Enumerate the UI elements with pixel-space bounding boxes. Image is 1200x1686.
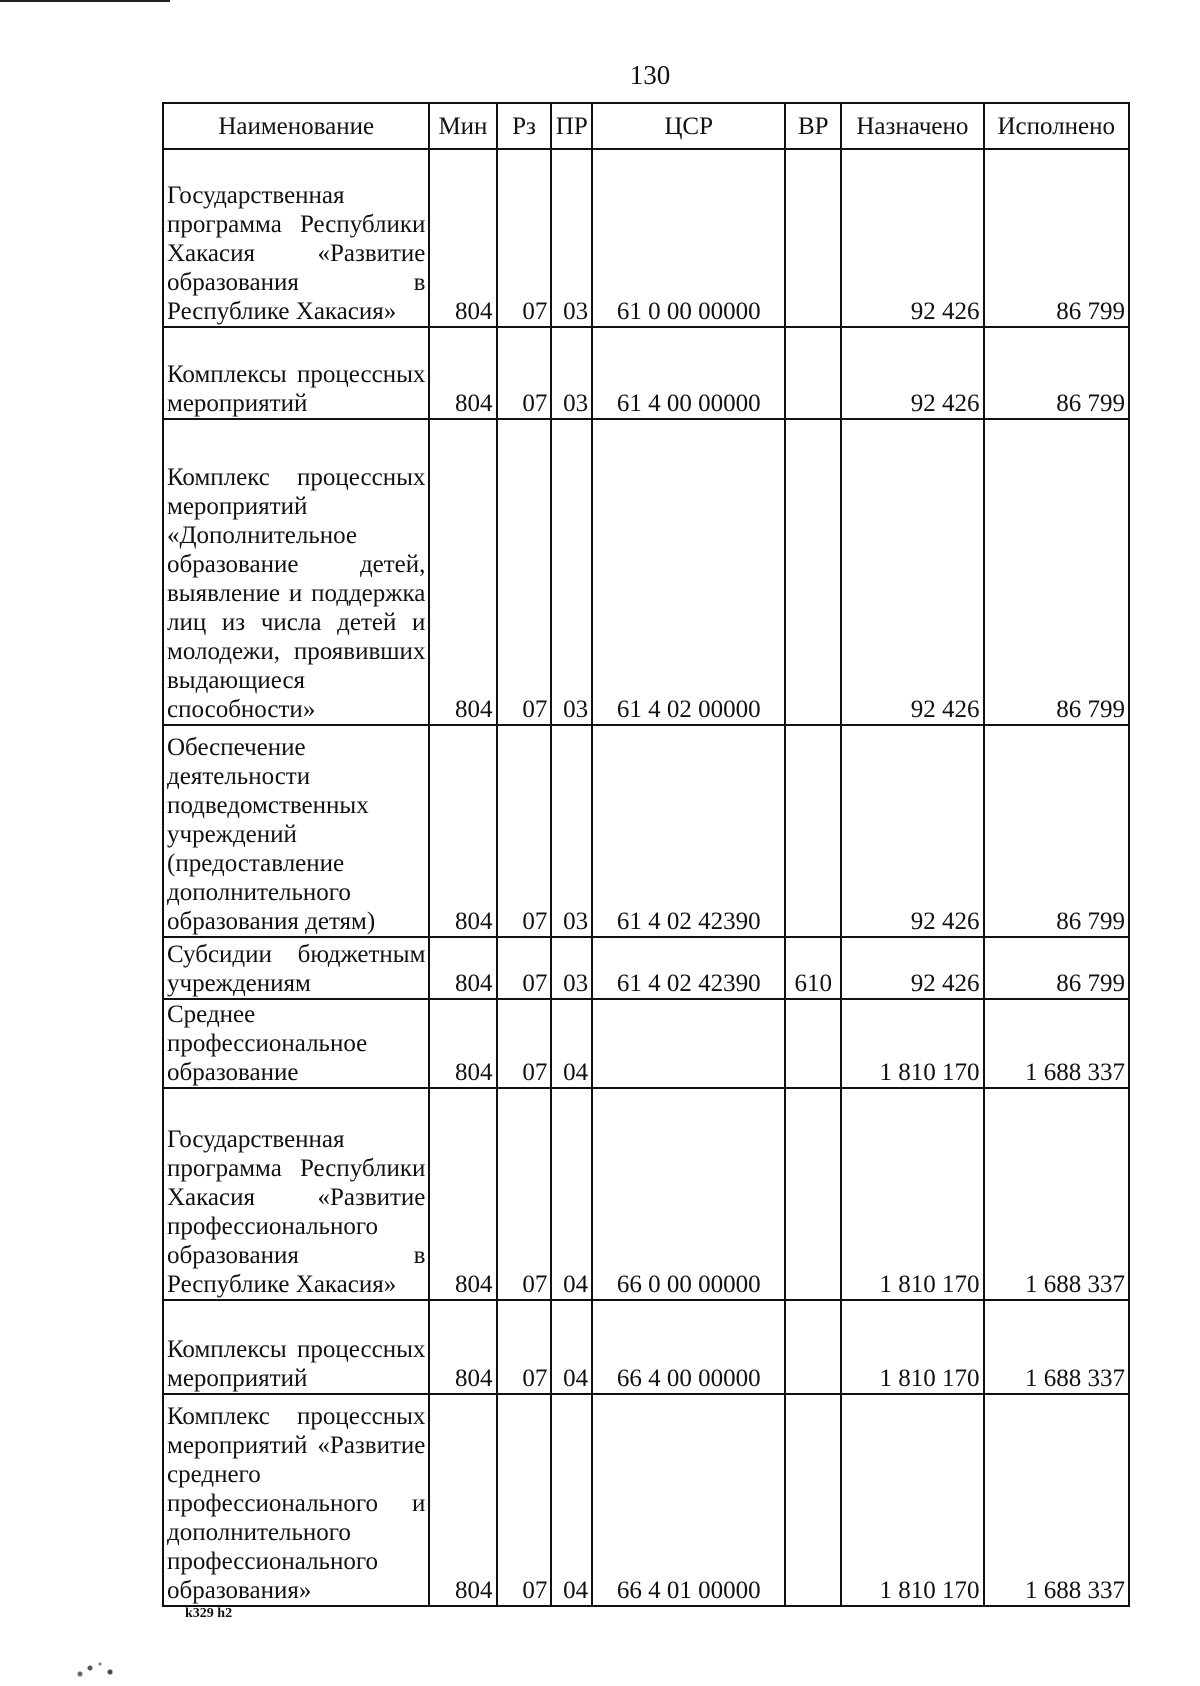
row-csr: 61 4 02 42390 [592,937,785,999]
row-vr [785,725,841,937]
row-vr [785,999,841,1088]
header-min: Мин [429,103,496,149]
row-min: 804 [429,937,496,999]
row-name: Государственная программа Республики Хакасия «Развитие профессионального образования в Республике Хакасия» [163,1088,429,1300]
row-csr [592,999,785,1088]
page-number: 130 [629,60,671,90]
row-min: 804 [429,149,496,327]
table-row [163,419,1129,725]
row-csr: 66 4 01 00000 [592,1394,785,1606]
row-min: 804 [429,725,496,937]
table-row [163,327,1129,419]
row-assigned: 92 426 [841,149,983,327]
row-min: 804 [429,419,496,725]
row-min: 804 [429,1300,496,1394]
row-min: 804 [429,327,496,419]
row-rz: 07 [497,1088,552,1300]
row-assigned: 1 810 170 [841,1088,983,1300]
row-name: Среднее профессиональное образование [163,999,429,1088]
row-assigned: 92 426 [841,937,983,999]
row-rz: 07 [497,1394,552,1606]
header-row [163,103,1129,149]
table-row [163,1300,1129,1394]
row-executed: 86 799 [984,419,1129,725]
row-vr [785,1394,841,1606]
table-row [163,149,1129,327]
row-vr [785,1088,841,1300]
row-assigned: 1 810 170 [841,999,983,1088]
row-pr: 04 [551,999,592,1088]
table-row [163,1088,1129,1300]
row-executed: 86 799 [984,725,1129,937]
row-min: 804 [429,1394,496,1606]
row-executed: 1 688 337 [984,1088,1129,1300]
row-pr: 03 [551,419,592,725]
row-name: Субсидии бюджетным учреждениям [163,937,429,999]
table-row [163,999,1129,1088]
row-rz: 07 [497,419,552,725]
header-csr: ЦСР [592,103,785,149]
row-name: Комплекс процессных мероприятий «Дополнительное образование детей, выявление и поддержка лиц из числа детей и молодежи, проявивших выдающиеся способности» [163,419,429,725]
header-pr: ПР [551,103,592,149]
row-csr: 61 4 00 00000 [592,327,785,419]
row-csr: 66 0 00 00000 [592,1088,785,1300]
row-vr [785,327,841,419]
row-pr: 04 [551,1300,592,1394]
header-assigned: Назначено [841,103,983,149]
row-csr: 61 0 00 00000 [592,149,785,327]
row-name: Комплексы процессных мероприятий [163,1300,429,1394]
table-row [163,1394,1129,1606]
header-rz: Рз [497,103,552,149]
table-row [163,937,1129,999]
row-csr: 61 4 02 42390 [592,725,785,937]
scan-artifact [20,1640,120,1680]
row-assigned: 92 426 [841,725,983,937]
row-vr [785,1300,841,1394]
row-assigned: 1 810 170 [841,1300,983,1394]
row-pr: 03 [551,149,592,327]
header-executed: Исполнено [984,103,1129,149]
scan-edge [0,0,170,2]
row-rz: 07 [497,327,552,419]
row-pr: 03 [551,327,592,419]
row-rz: 07 [497,725,552,937]
row-name: Комплексы процессных мероприятий [163,327,429,419]
row-assigned: 1 810 170 [841,1394,983,1606]
row-vr: 610 [785,937,841,999]
row-executed: 1 688 337 [984,1394,1129,1606]
row-pr: 03 [551,725,592,937]
row-assigned: 92 426 [841,327,983,419]
row-csr: 61 4 02 00000 [592,419,785,725]
row-pr: 03 [551,937,592,999]
row-executed: 86 799 [984,327,1129,419]
row-name: Обеспечение деятельности подведомственных учреждений (предоставление дополнительного образования детям) [163,725,429,937]
row-rz: 07 [497,999,552,1088]
row-rz: 07 [497,1300,552,1394]
row-pr: 04 [551,1394,592,1606]
row-min: 804 [429,1088,496,1300]
row-executed: 86 799 [984,149,1129,327]
row-vr [785,149,841,327]
row-rz: 07 [497,149,552,327]
row-name: Комплекс процессных мероприятий «Развитие среднего профессионального и дополнительного профессионального образования» [163,1394,429,1606]
footer-code: k329 h2 [185,1606,233,1621]
row-name: Государственная программа Республики Хакасия «Развитие образования в Республике Хакасия» [163,149,429,327]
row-executed: 86 799 [984,937,1129,999]
row-executed: 1 688 337 [984,999,1129,1088]
table-row [163,725,1129,937]
row-rz: 07 [497,937,552,999]
row-min: 804 [429,999,496,1088]
row-assigned: 92 426 [841,419,983,725]
row-pr: 04 [551,1088,592,1300]
row-vr [785,419,841,725]
budget-table [162,102,1130,1607]
row-executed: 1 688 337 [984,1300,1129,1394]
header-vr: ВР [785,103,841,149]
row-csr: 66 4 00 00000 [592,1300,785,1394]
header-name: Наименование [163,103,429,149]
